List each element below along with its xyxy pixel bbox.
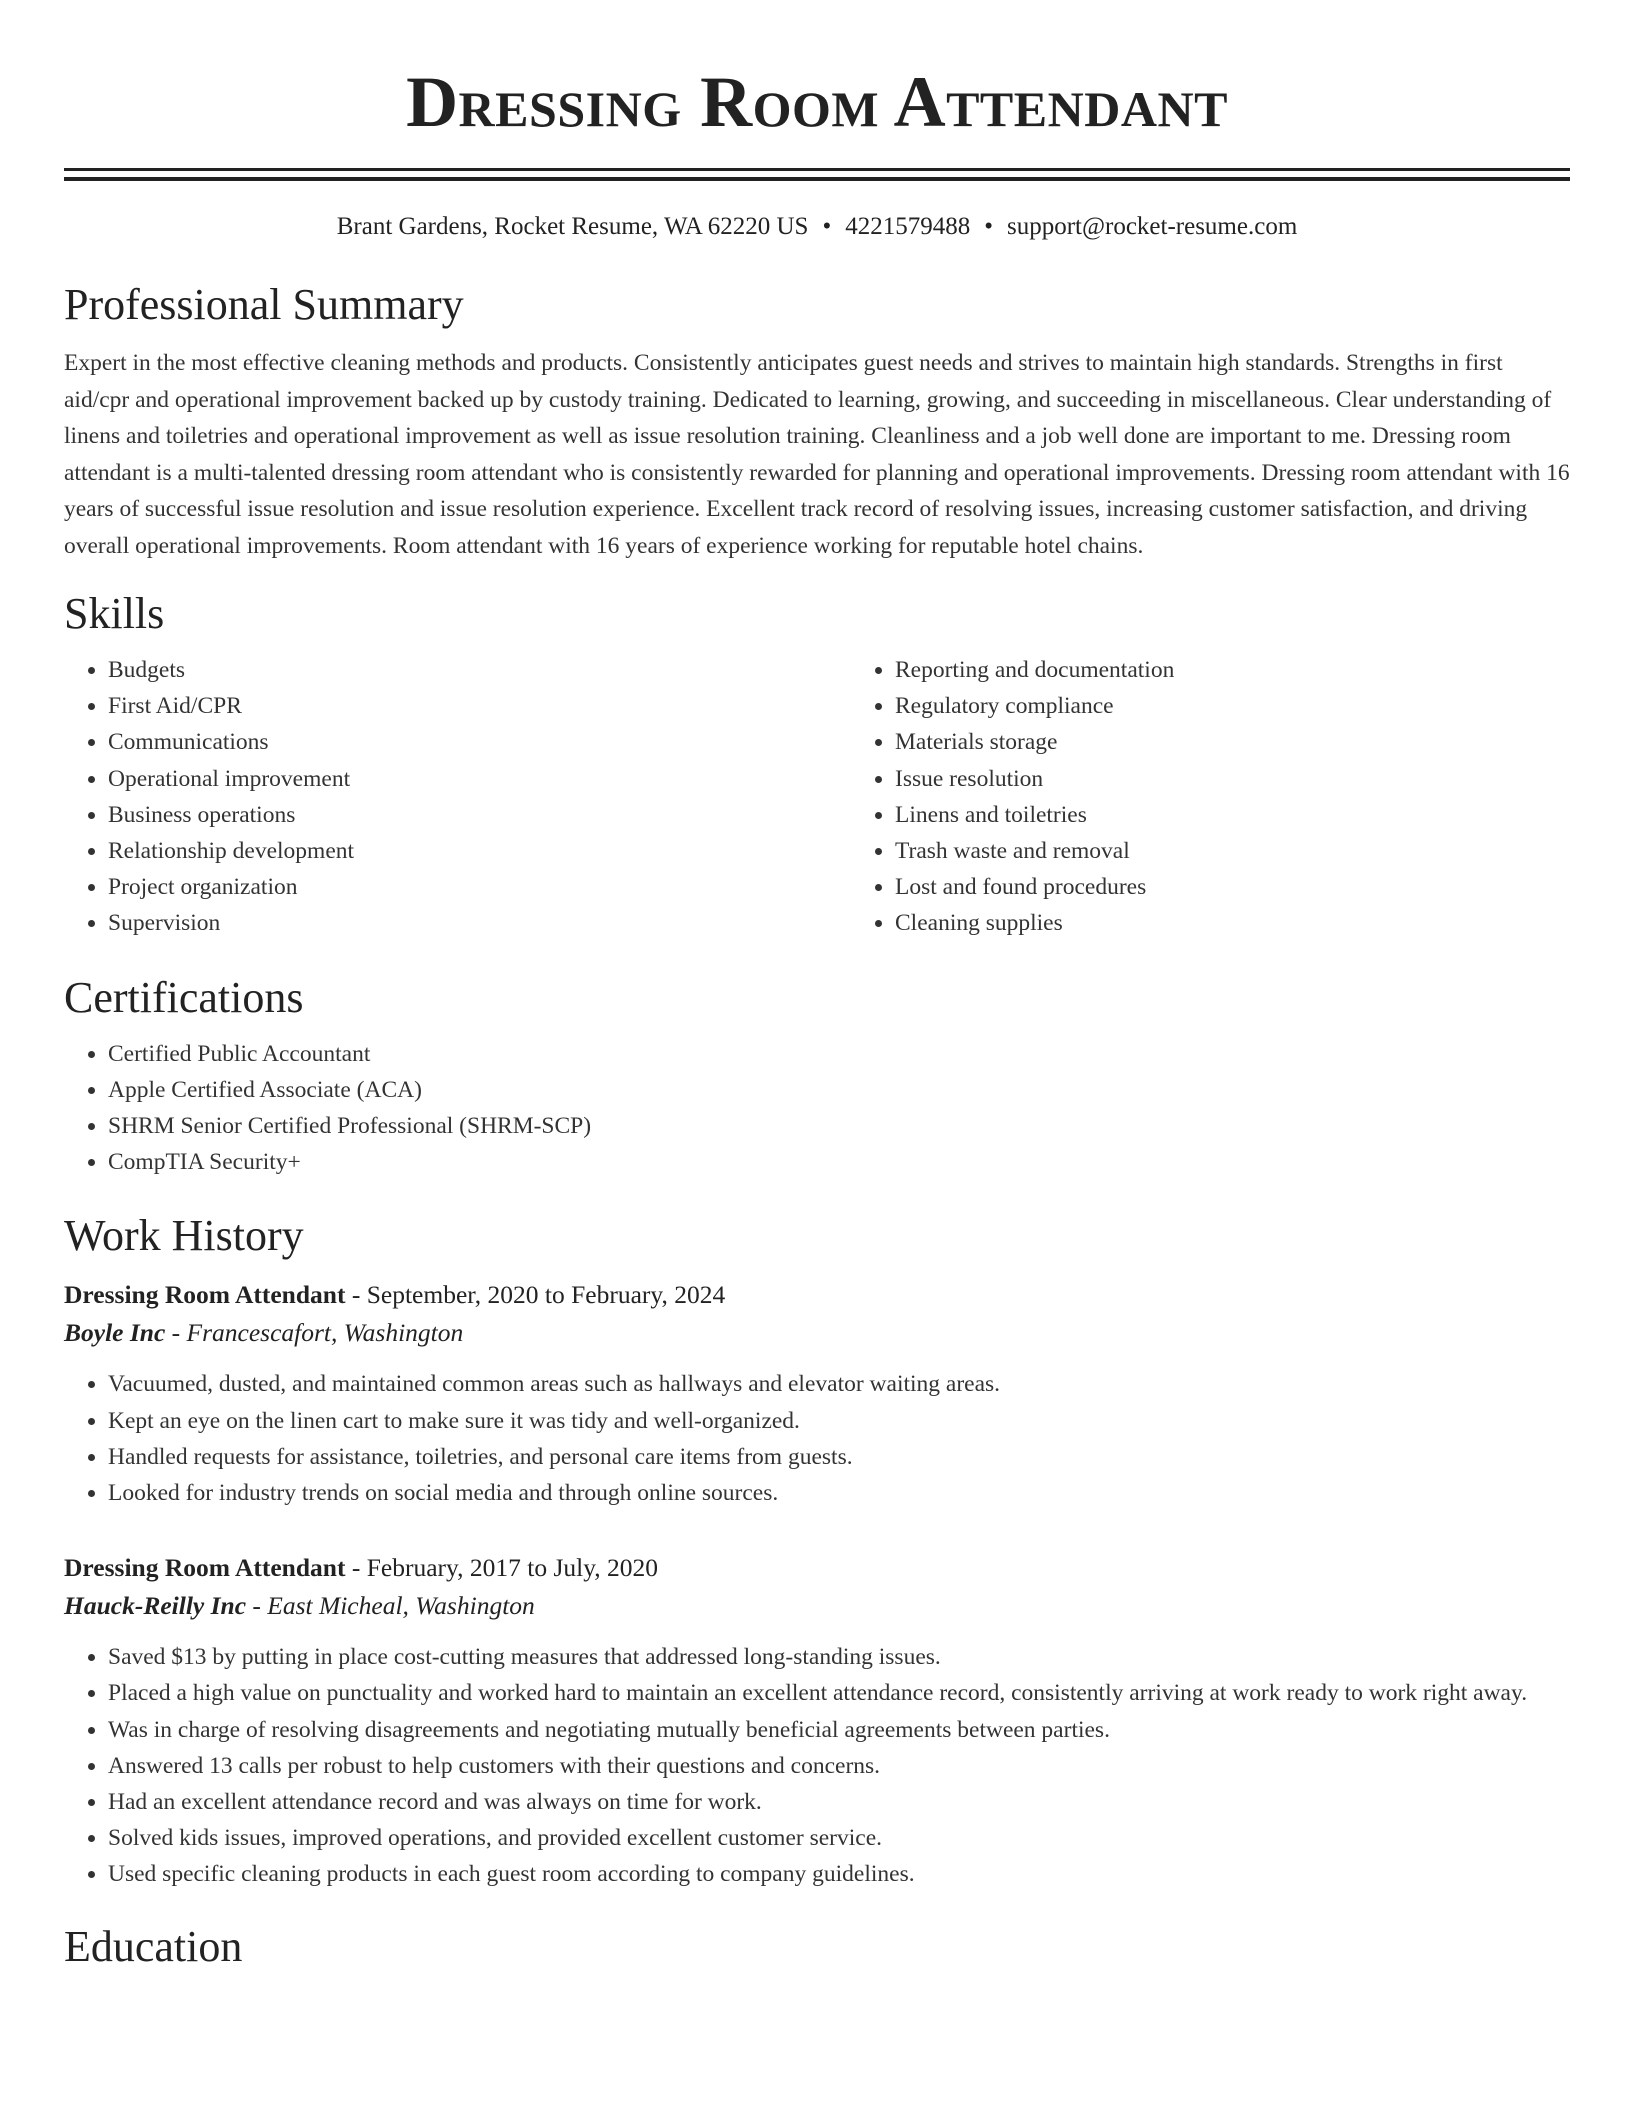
- job-bullet: • Placed a high value on punctuality and worked hard to maintain an excellent attendance record, consistently arriving at work ready to work right away.: [108, 1675, 1570, 1711]
- job-dates: - February, 2017 to July, 2020: [345, 1553, 659, 1583]
- job-bullet: • Solved kids issues, improved operations, and provided excellent customer service.: [108, 1820, 1570, 1856]
- job-bullet: • Vacuumed, dusted, and maintained common areas such as hallways and elevator waiting areas.: [108, 1366, 1570, 1402]
- job-location: - East Micheal, Washington: [246, 1591, 535, 1621]
- skill-item: • Relationship development: [108, 833, 851, 869]
- summary-heading: Professional Summary: [64, 280, 464, 329]
- job-company: Boyle Inc: [64, 1318, 166, 1348]
- certification-item: • Apple Certified Associate (ACA): [108, 1072, 1570, 1108]
- job-bullet: • Kept an eye on the linen cart to make sure it was tidy and well-organized.: [108, 1403, 1570, 1439]
- certifications-list: [64, 1036, 1570, 1181]
- contact-phone: 4221579488: [845, 213, 971, 240]
- education-heading: Education: [64, 1921, 243, 1971]
- contact-email: support@rocket-resume.com: [1006, 213, 1298, 240]
- certification-item: • Certified Public Accountant: [108, 1036, 1570, 1072]
- skills-columns: [64, 652, 1570, 942]
- job-bullets: [64, 1639, 1570, 1892]
- skill-item: • Linens and toiletries: [895, 797, 1632, 833]
- job-bullet: • Looked for industry trends on social media and through online sources.: [108, 1475, 1570, 1511]
- contact-address: Brant Gardens, Rocket Resume, WA 62220 US: [336, 213, 809, 240]
- skill-item: • Materials storage: [895, 724, 1632, 760]
- skill-item: • Trash waste and removal: [895, 833, 1632, 869]
- skill-item: • Business operations: [108, 797, 851, 833]
- job-location: - Francescafort, Washington: [165, 1318, 464, 1348]
- skill-item: • Project organization: [108, 869, 851, 905]
- skill-item: • Cleaning supplies: [895, 905, 1632, 941]
- job-dates: - September, 2020 to February, 2024: [345, 1280, 726, 1310]
- contact-separator: •: [822, 213, 832, 240]
- job-entry: [64, 1549, 1570, 1892]
- job-entry: [64, 1276, 1570, 1511]
- job-role: Dressing Room Attendant: [64, 1280, 346, 1310]
- job-bullet: • Handled requests for assistance, toiletries, and personal care items from guests.: [108, 1439, 1570, 1475]
- job-bullet: • Was in charge of resolving disagreements and negotiating mutually beneficial agreements between parties.: [108, 1712, 1570, 1748]
- skills-list-right: [851, 652, 1632, 942]
- header-rule-top: [64, 168, 1570, 171]
- skills-heading: Skills: [64, 589, 165, 638]
- skill-item: • Supervision: [108, 905, 851, 941]
- skill-item: • Reporting and documentation: [895, 652, 1632, 688]
- job-bullet: • Saved $13 by putting in place cost-cutting measures that addressed long-standing issues.: [108, 1639, 1570, 1675]
- contact-line: [64, 211, 1570, 243]
- skills-list-left: [64, 652, 851, 942]
- resume-page: [64, 0, 1570, 1973]
- skill-item: • Lost and found procedures: [895, 869, 1632, 905]
- job-bullets: [64, 1366, 1570, 1511]
- skill-item: • Issue resolution: [895, 761, 1632, 797]
- contact-separator: •: [984, 213, 993, 240]
- work-history-heading: Work History: [64, 1211, 304, 1261]
- skill-item: • Communications: [108, 724, 851, 760]
- job-bullet: • Had an excellent attendance record and was always on time for work.: [108, 1784, 1570, 1820]
- skill-item: • Budgets: [108, 652, 851, 688]
- job-role: Dressing Room Attendant: [64, 1553, 346, 1583]
- header-rule-bottom: [64, 177, 1570, 181]
- resume-name-title: Dressing Room Attendant: [406, 62, 1228, 142]
- job-company-line: [64, 1314, 1570, 1352]
- job-company-line: [64, 1587, 1570, 1625]
- summary-text: Expert in the most effective cleaning methods and products. Consistently anticipates guest needs and strives to maintain high standards. Strengths in first aid/cpr and operational improvement backed up by custody training. Dedicated to learning, growing, and succeeding in miscellaneous. Clear understanding of linens and toiletries and operational improvement as well as issue resolution training. Cleanliness and a job well done are important to me. Dressing room attendant is a multi-talented dressing room attendant who is consistently rewarded for planning and operational improvements. Dressing room attendant with 16 years of successful issue resolution and issue resolution experience. Excellent track record of resolving issues, increasing customer satisfaction, and driving overall operational improvements. Room attendant with 16 years of experience working for reputable hotel chains.: [64, 350, 1570, 559]
- certification-item: • SHRM Senior Certified Professional (SHRM-SCP): [108, 1108, 1570, 1144]
- job-title-line: [64, 1549, 1570, 1587]
- certification-item: • CompTIA Security+: [108, 1144, 1570, 1180]
- job-bullet: • Answered 13 calls per robust to help customers with their questions and concerns.: [108, 1748, 1570, 1784]
- skill-item: • Operational improvement: [108, 761, 851, 797]
- skill-item: • Regulatory compliance: [895, 688, 1632, 724]
- job-bullet: • Used specific cleaning products in each guest room according to company guidelines.: [108, 1856, 1570, 1892]
- job-company: Hauck-Reilly Inc: [64, 1591, 247, 1621]
- job-title-line: [64, 1276, 1570, 1314]
- certifications-heading: Certifications: [64, 972, 304, 1022]
- skill-item: • First Aid/CPR: [108, 688, 851, 724]
